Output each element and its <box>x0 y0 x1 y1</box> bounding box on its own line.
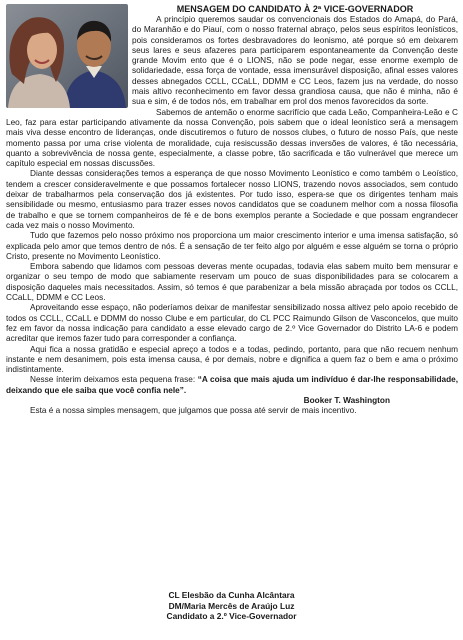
paragraph: A princípio queremos saudar os convencionais dos Estados do Amapá, do Pará, do Maranhão e do Piauí, com o nosso fraternal abraço, pelos seus espíritos leonísticos, pois consideramos os fortes desbravadores do leonismo, até porque só em deixarem seus lares e seus afazeres para participarem espontaneamente da Convenção deste grande Movim ento que é o LIONS, não se pode negar, esse enorme exemplo de solidariedade, essa força de vontade, essa imensurável disposição, afinal esses valores desses abnegados CCLL, CCaLL, DDMM e CC Leos, fazem jus na verdade, do nosso mais altivo reconhecimento em favor dessa grandiosa causa, que não é minha, não é sua e sim, é de todos nós, em trabalhar em prol dos menos favorecidos da sorte. <box>132 15 458 107</box>
closing-text: Esta é a nossa simples mensagem, que julgamos que possa até servir de mais incentivo. <box>30 406 357 416</box>
signature-spouse: DM/Maria Mercês de Araújo Luz <box>168 600 295 611</box>
quote-intro: Nesse ínterim deixamos esta pequena frase: <box>30 375 198 385</box>
paragraph: Aproveitando esse espaço, não poderíamos deixar de manifestar sensibilizado nossa altivez pelo apoio recebido de todos os CCLL, CCaLL e DDMM do nosso Clube e em particular, do CL PCC Raimundo Gilson de Vasconcelos, que muito fez em favor da nossa indicação para candidato a esse elevado cargo de 2.º Vice Governador do Distrito LA-6 e podem acreditar que iremos fazer tudo para corresponder a confiança. <box>6 303 458 344</box>
page-title: MENSAGEM DO CANDIDATO À 2ª VICE-GOVERNADOR <box>176 4 414 14</box>
quote-text: “A coisa que mais ajuda um indivíduo é dar-lhe responsabilidade, deixando que ele saiba que você confia nele”. <box>6 375 458 395</box>
quote-author: Booker T. Washington <box>303 395 390 405</box>
paragraph: Tudo que fazemos pelo nosso próximo nos proporciona um maior crescimento interior e uma imensa satisfação, só explicada pelo amor que temos dentro de nós. É a sensação de ter feito algo por alguém e esse alguém se torna o próprio Cristo, presente no Movimento Leonístico. <box>6 231 458 261</box>
signature-block <box>0 590 463 622</box>
paragraph: Aqui fica a nossa gratidão e especial apreço a todos e a todas, pedindo, portanto, para que não recuem nenhum instante e nem desanimem, pois esta imensa causa, é por demais, nobre e dignifica a quem faz o bem e ama o próximo indistintamente. <box>6 344 458 375</box>
quote-paragraph <box>6 375 458 396</box>
message-body <box>6 15 458 417</box>
paragraph: Sabemos de antemão o enorme sacrifício que cada Leão, Companheira-Leão e C Leo, faz para estar participando ativamente da nossa Convenção, pois sabem que o ideal leonístico será a mensagem mais viva desse encontro de lideranças, onde discutiremos o futuro de nossos clubes, o futuro de nosso País, que neste momento passa por uma crise violenta de moralidade, cuja resiscussão dessas inversões de valores, é tão necessária, quanto a sobrevivência de nossa gente, especialmente, a classe pobre, tão sacrificada e tão vulnerável que merece um capítulo especial em nossas discussões. <box>6 107 458 169</box>
signature-name: CL Elesbão da Cunha Alcântara <box>168 590 295 600</box>
paragraph: Diante dessas considerações temos a esperança de que nosso Movimento Leonístico e como também o Leoístico, tendem a crescer consideravelmente e que possamos fortalecer nosso LIONS, trazendo novos associados, sem contudo deixar de trabalharmos pela conservação dos já existentes. Por tudo isso, espera-se que os dirigentes tenham mais sensibilidade ou mesmo, entusiasmo para trazer esses novos candidatos que se coadunem melhor com a nossa filosofia de trabalho e que se tornem companheiros de fé e de bons exemplos perante a Sociedade e que possam engrandecer cada vez mais o nosso Movimento. <box>6 169 458 230</box>
signature-role: Candidato a 2.º Vice-Governador <box>166 611 297 621</box>
paragraph: Embora sabendo que lidamos com pessoas deveras mente ocupadas, todavia elas sabem muito bem mensurar e organizar o seu tempo de modo que sabiamente reservam um pouco de suas disponibilidades para se colocarem a disposição daqueles mais necessitados. Assim, só temos é que parabenizar a bela missão abraçada por todos os CCLL, CCaLL, DDMM e CC Leos. <box>6 262 458 303</box>
